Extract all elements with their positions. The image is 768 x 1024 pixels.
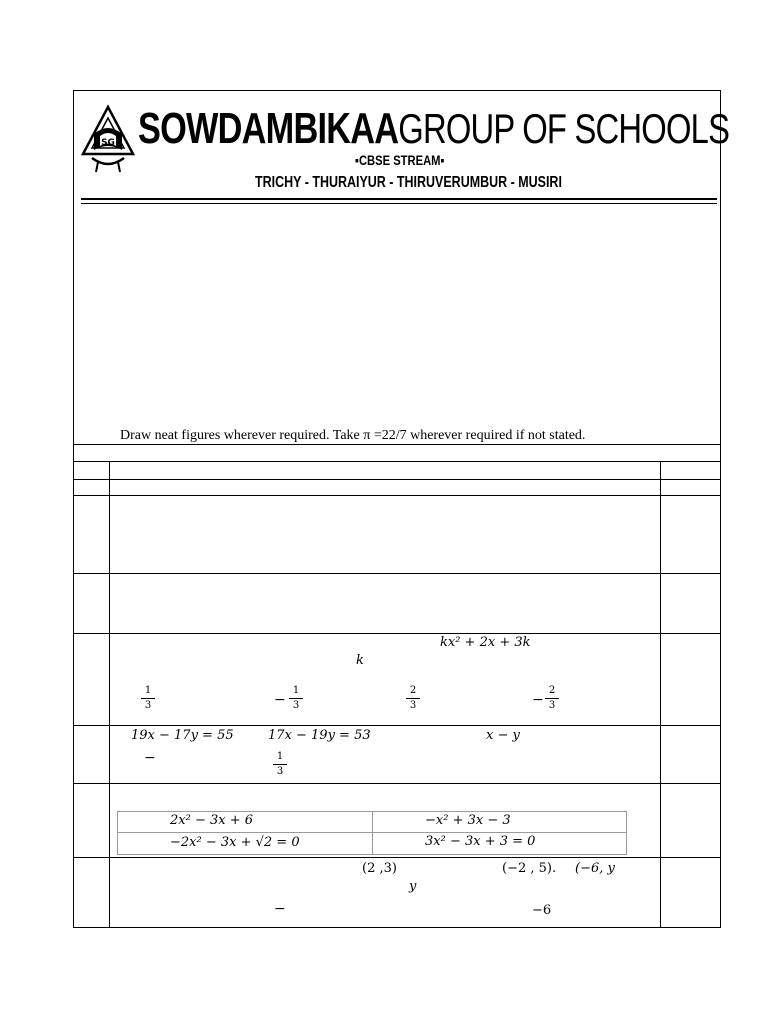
table-rule: [73, 495, 721, 496]
svg-text:SG: SG: [101, 138, 115, 148]
column-rule-number: [109, 461, 110, 928]
q4-equation-2: 17x − 19y = 53: [268, 728, 371, 743]
school-name-rest: GROUP OF SCHOOLS: [398, 105, 730, 152]
table-rule: [73, 573, 721, 574]
q6-variable: y: [409, 879, 417, 894]
q3-option-c: $\frac{2}{3}$: [406, 686, 420, 711]
locations-label: TRICHY - THURAIYUR - THIRUVERUMBUR - MUSIRI: [255, 174, 562, 191]
q5-option-c: −2x² − 3x + √2 = 0: [170, 835, 300, 850]
header-rule-thick: [81, 198, 717, 200]
table-rule: [73, 633, 721, 634]
table-rule: [73, 783, 721, 784]
school-name-bold: SOWDAMBIKAA: [138, 104, 399, 153]
page-frame: [73, 90, 721, 928]
q3-variable: k: [356, 653, 364, 668]
q3-option-b: $\frac{1}{3}$: [289, 686, 303, 711]
table-rule: [73, 857, 721, 858]
q4-expression: x − y: [486, 728, 520, 743]
school-logo: [80, 104, 136, 174]
table-rule: [73, 444, 721, 445]
header-rule-thin: [81, 203, 717, 204]
school-name: [138, 104, 729, 154]
q3-option-a: $\frac{1}{3}$: [141, 686, 155, 711]
q5-option-b: −x² + 3x − 3: [425, 813, 511, 828]
q4-option-fraction: $\frac{1}{3}$: [273, 752, 287, 777]
q6-option-sign: −: [274, 901, 286, 917]
q6-point-3: (−6, y: [575, 861, 615, 876]
q3-polynomial: kx² + 2x + 3k: [440, 635, 531, 650]
table-rule: [73, 479, 721, 480]
q5-option-d: 3x² − 3x + 3 = 0: [425, 834, 536, 849]
q3-option-d-sign: −: [532, 692, 544, 708]
column-rule-marks: [660, 461, 661, 928]
q5-table-divider: [372, 811, 373, 855]
q3-option-b-sign: −: [274, 692, 286, 708]
q5-option-a: 2x² − 3x + 6: [170, 813, 254, 828]
table-rule: [73, 461, 721, 462]
q3-option-d: $\frac{2}{3}$: [545, 686, 559, 711]
q4-option-sign: −: [144, 750, 156, 766]
table-rule: [73, 725, 721, 726]
general-instructions: Draw neat figures wherever required. Take π =22/7 wherever required if not stated.: [120, 428, 586, 443]
q6-point-2: (−2 , 5).: [502, 861, 557, 876]
q6-point-1: (2 ,3): [362, 861, 397, 876]
q4-equation-1: 19x − 17y = 55: [131, 728, 234, 743]
q6-option-value: −6: [532, 903, 552, 918]
stream-label: ▪CBSE STREAM▪: [355, 152, 445, 168]
